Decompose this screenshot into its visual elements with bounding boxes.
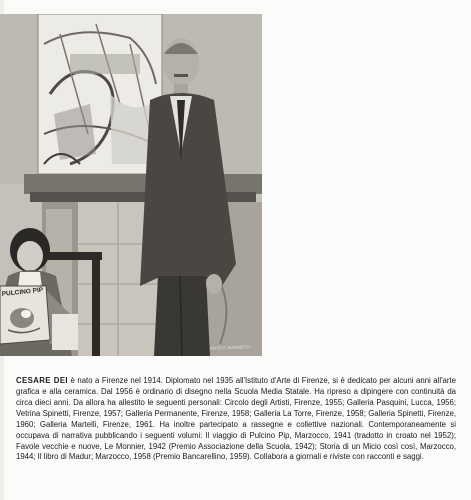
abstract-painting (38, 14, 162, 174)
book-cover-title: PULCINO PIP (1, 286, 44, 298)
portrait-photo (0, 14, 262, 356)
photo-credit: FOTO P. BARSOTTI (209, 344, 250, 351)
artist-name: CESARE DEI (16, 375, 69, 385)
biography-text: è nato a Firenze nel 1914. Diplomato nel 1935 all'Istituto d'Arte di Firenze, si è dedicato per alcuni anni all'arte grafica e alla ceramica. Dal 1956 è ordinario di disegno nella Scuola Media Statale. Ha ripreso a dipingere con continuità da circa dieci anni. Da allora ha allestito le seguenti personali: Circolo degli Artisti, Firenze, 1955; Galleria Pasquini, Lucca, 1956; Vetrina Spinetti, Firenze, 1957; Galleria Permanente, Firenze, 1958; Galleria La Torre, Firenze, 1958; Galleria Spinetti, Firenze, 1960; Galleria Martelli, Firenze, 1961. Ha inoltre partecipato a rassegne e collettive nazionali. Contemporaneamente si occupava di narrativa pubblicando i seguenti volumi: Il viaggio di Pulcino Pip, Marzocco, 1941 (tradotto in croato nel 1952); Favole vecchie e nuove, Le Monnier, 1942 (Premio Associazione della Scuola, 1942); Storia di un Micio così così, Marzocco, 1944; Il libro di Madur; Marzocco, 1958 (Premio Bancarellino, 1959). Collabora a giornali e riviste con racconti e saggi. (16, 375, 456, 462)
biography-paragraph (16, 376, 456, 464)
